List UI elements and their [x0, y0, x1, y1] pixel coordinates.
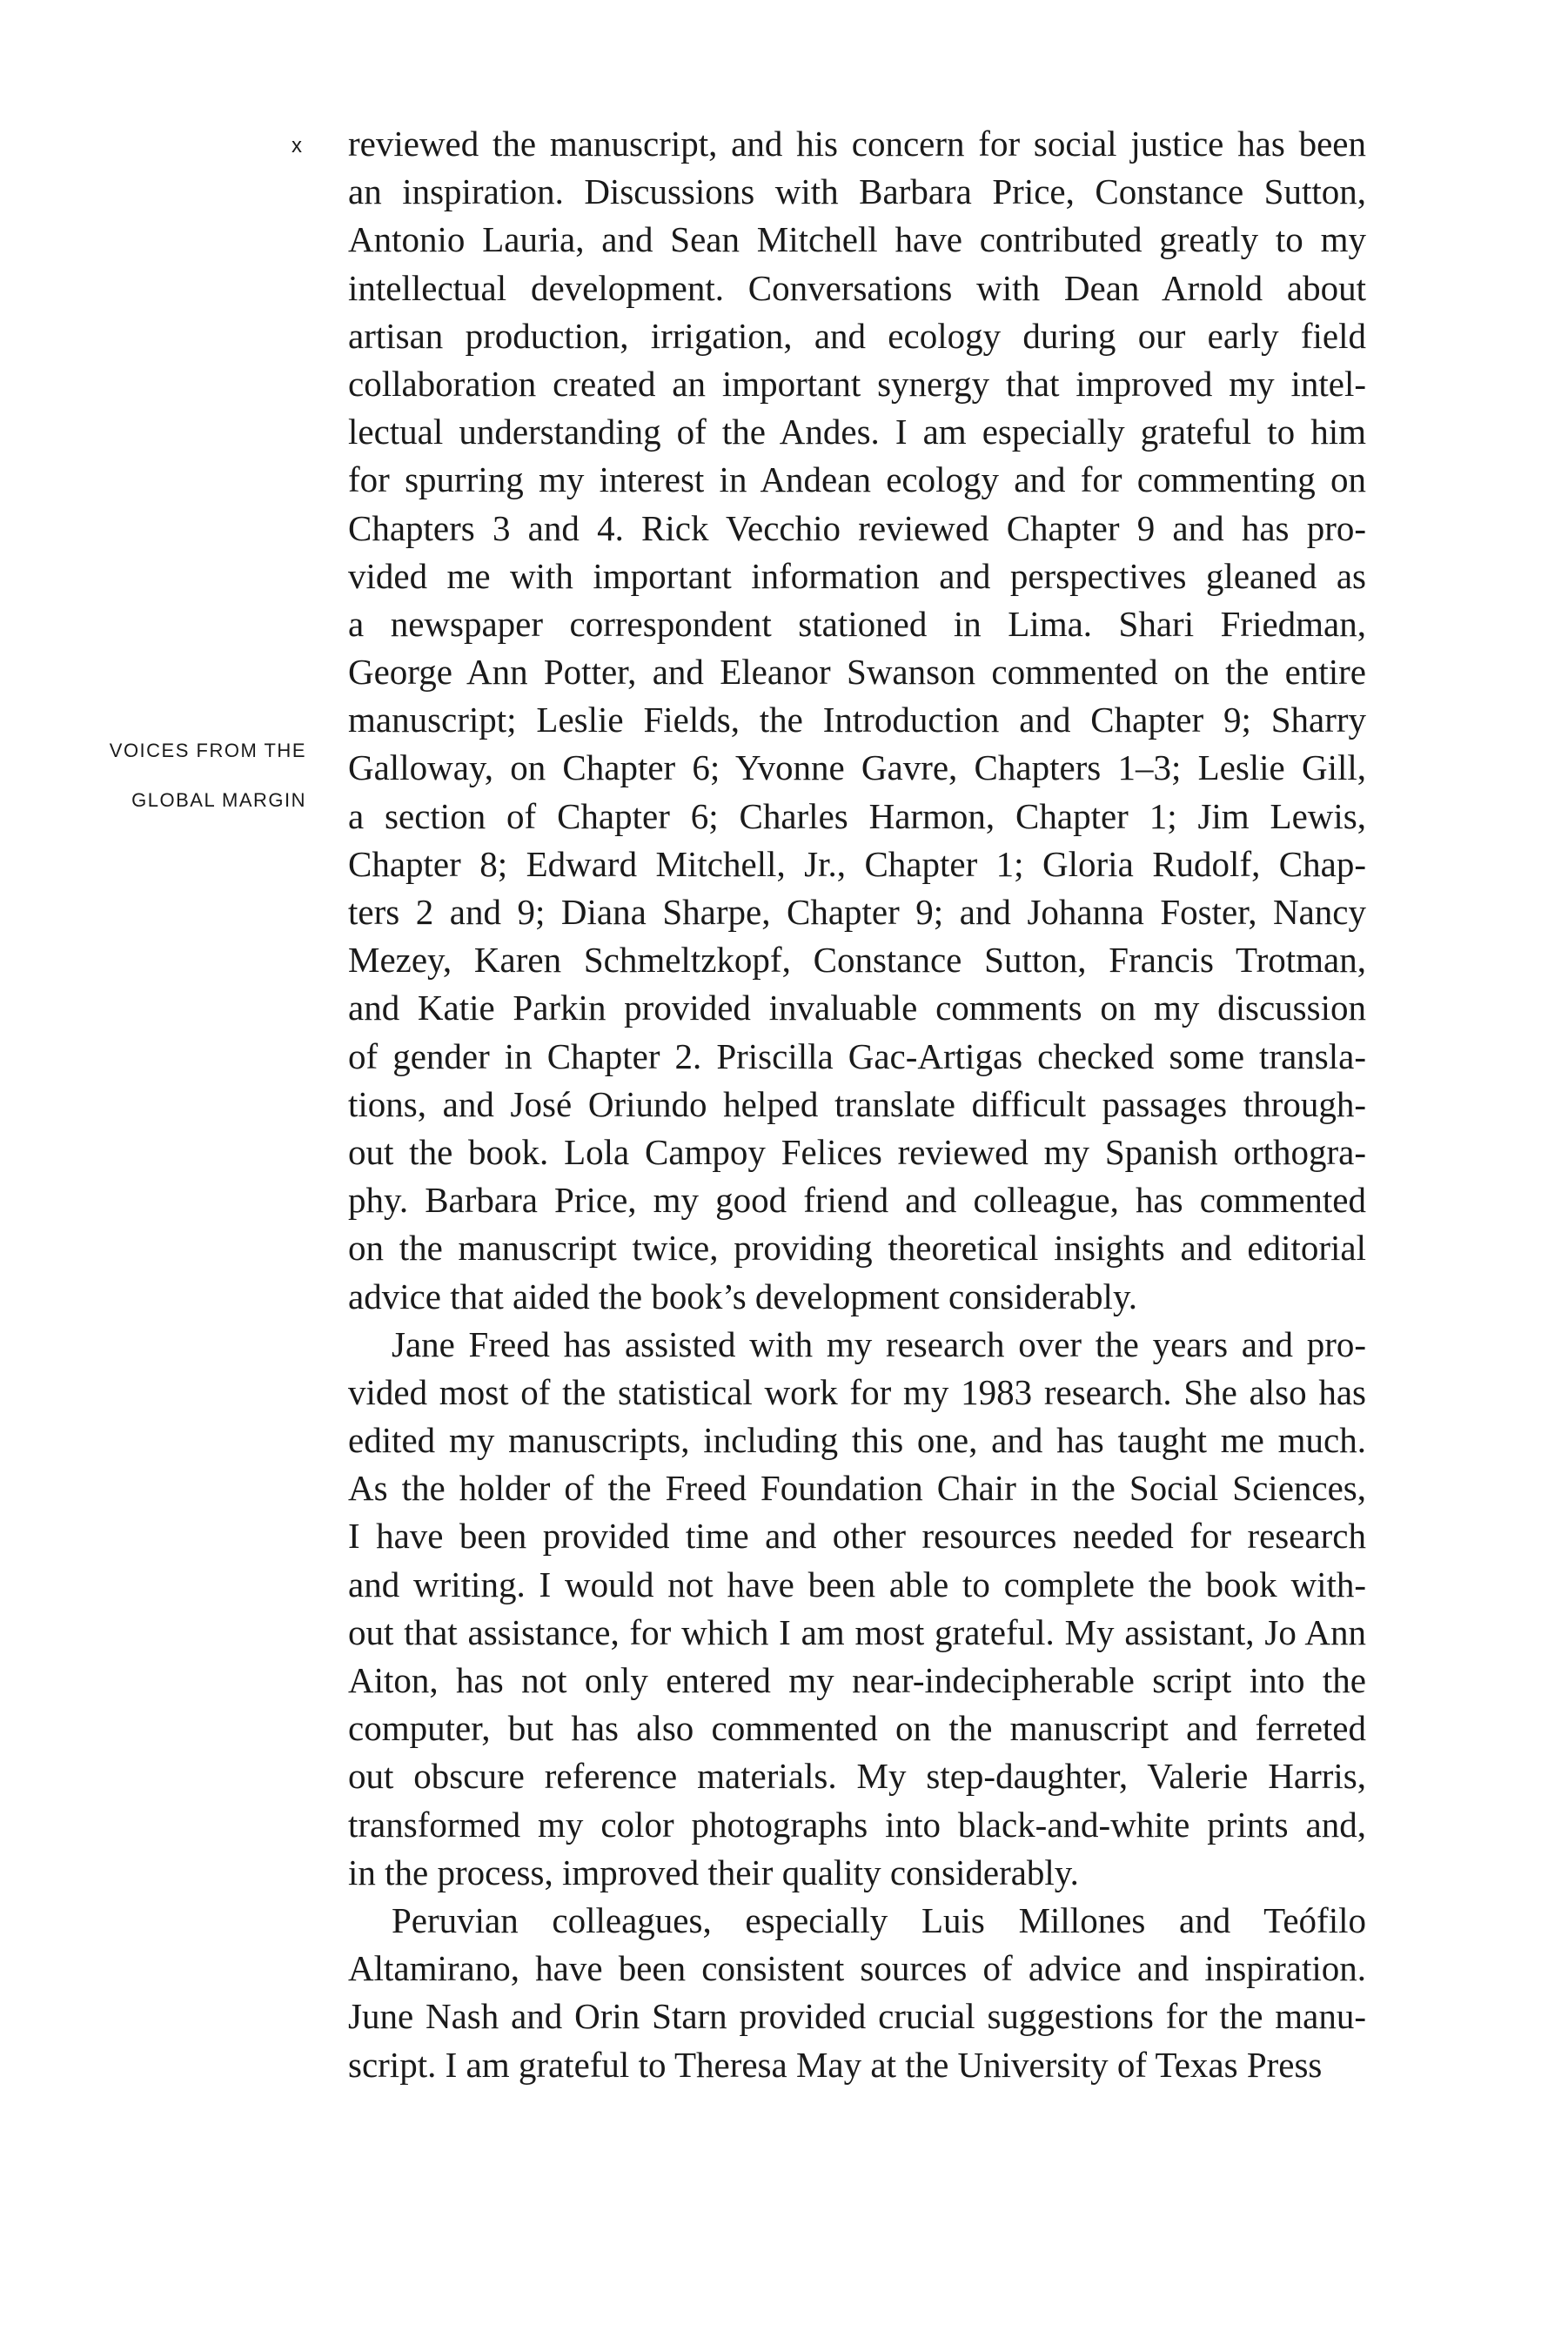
- text-line: computer, but has also commented on the manuscript and ferreted: [348, 1708, 1366, 1749]
- text-line: As the holder of the Freed Foundation Chair in the Social Sciences,: [348, 1468, 1366, 1509]
- text-line: vided most of the statistical work for my 1983 research. She also has: [348, 1371, 1366, 1412]
- text-line: George Ann Potter, and Eleanor Swanson commented on the entire: [348, 652, 1366, 693]
- text-line: edited my manuscripts, including this one, and has taught me much.: [348, 1420, 1366, 1461]
- text-line: Chapter 8; Edward Mitchell, Jr., Chapter 1; Gloria Rudolf, Chap-: [348, 843, 1366, 884]
- text-line: intellectual development. Conversations with Dean Arnold about: [348, 267, 1366, 308]
- text-line: and Katie Parkin provided invaluable comments on my discussion: [348, 988, 1366, 1028]
- text-line: out the book. Lola Campoy Felices reviewed my Spanish orthogra-: [348, 1131, 1366, 1172]
- running-head-line-2: GLOBAL MARGIN: [131, 789, 306, 811]
- text-line: on the manuscript twice, providing theoretical insights and editorial: [348, 1228, 1366, 1269]
- text-line: artisan production, irrigation, and ecology during our early field: [348, 315, 1366, 356]
- text-line: I have been provided time and other resources needed for research: [348, 1516, 1366, 1557]
- text-line: Jane Freed has assisted with my research over the years and pro-: [392, 1323, 1366, 1364]
- text-line: Peruvian colleagues, especially Luis Millones and Teófilo: [392, 1899, 1366, 1940]
- text-line: lectual understanding of the Andes. I am especially grateful to him: [348, 412, 1366, 452]
- text-line: reviewed the manuscript, and his concern for social justice has been: [348, 124, 1366, 164]
- text-line: Chapters 3 and 4. Rick Vecchio reviewed Chapter 9 and has pro-: [348, 507, 1366, 548]
- page-number: x: [291, 134, 302, 157]
- text-line: for spurring my interest in Andean ecology and for commenting on: [348, 459, 1366, 500]
- text-line: ters 2 and 9; Diana Sharpe, Chapter 9; and Johanna Foster, Nancy: [348, 892, 1366, 932]
- text-line: of gender in Chapter 2. Priscilla Gac-Artigas checked some transla-: [348, 1035, 1366, 1076]
- text-line: script. I am grateful to Theresa May at the University of Texas Press: [348, 2044, 1323, 2085]
- text-line: and writing. I would not have been able to complete the book with-: [348, 1564, 1366, 1604]
- text-line: collaboration created an important synergy that improved my intel-: [348, 363, 1366, 404]
- text-line: manuscript; Leslie Fields, the Introduction and Chapter 9; Sharry: [348, 700, 1366, 740]
- text-line: advice that aided the book’s development considerably.: [348, 1276, 1138, 1316]
- text-line: a newspaper correspondent stationed in Lima. Shari Friedman,: [348, 603, 1366, 644]
- text-line: out obscure reference materials. My step-daughter, Valerie Harris,: [348, 1756, 1366, 1797]
- text-line: Altamirano, have been consistent sources of advice and inspiration.: [348, 1948, 1366, 1989]
- running-head-line-1: VOICES FROM THE: [109, 740, 306, 761]
- text-line: transformed my color photographs into black-and-white prints and,: [348, 1804, 1366, 1845]
- text-line: vided me with important information and perspectives gleaned as: [348, 555, 1366, 596]
- body-text: [348, 120, 1366, 2089]
- text-line: Aiton, has not only entered my near-indecipherable script into the: [348, 1660, 1366, 1700]
- text-line: Galloway, on Chapter 6; Yvonne Gavre, Chapters 1–3; Leslie Gill,: [348, 747, 1366, 788]
- text-line: a section of Chapter 6; Charles Harmon, Chapter 1; Jim Lewis,: [348, 795, 1366, 836]
- text-line: Mezey, Karen Schmeltzkopf, Constance Sutton, Francis Trotman,: [348, 940, 1366, 981]
- text-line: tions, and José Oriundo helped translate difficult passages through-: [348, 1083, 1366, 1124]
- text-line: in the process, improved their quality considerably.: [348, 1852, 1079, 1892]
- text-line: out that assistance, for which I am most grateful. My assistant, Jo Ann: [348, 1611, 1366, 1652]
- text-line: phy. Barbara Price, my good friend and colleague, has commented: [348, 1180, 1366, 1221]
- text-line: June Nash and Orin Starn provided crucial suggestions for the manu-: [348, 1996, 1366, 2037]
- text-line: Antonio Lauria, and Sean Mitchell have contributed greatly to my: [348, 219, 1366, 260]
- text-line: an inspiration. Discussions with Barbara Price, Constance Sutton,: [348, 171, 1366, 212]
